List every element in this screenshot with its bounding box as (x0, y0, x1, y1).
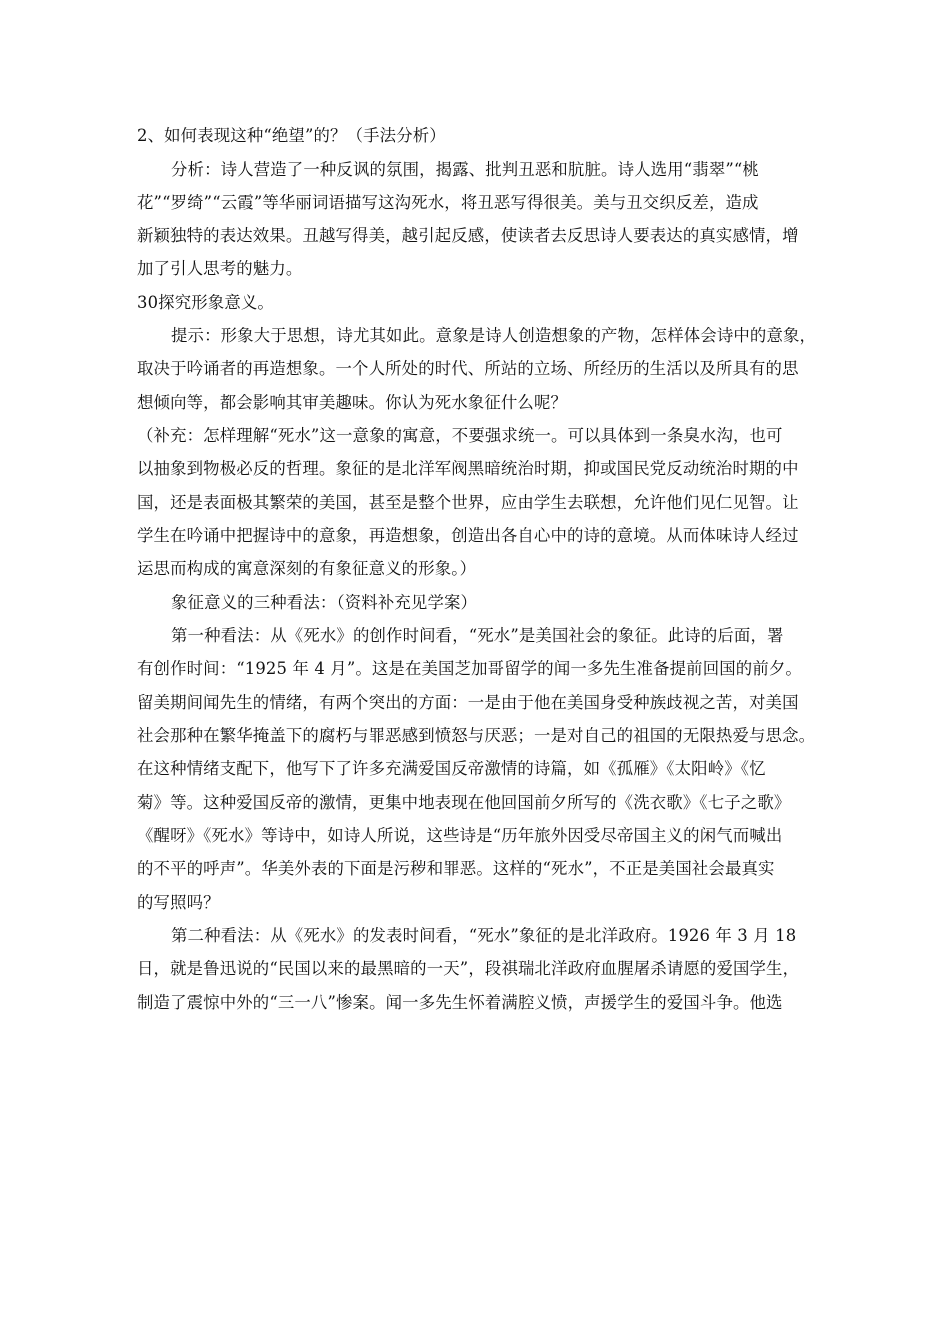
paragraph-line: 第二种看法：从《死水》的发表时间看，“死水”象征的是北洋政府。1926 年 3 月 18 (171, 926, 797, 945)
paragraph-line: 取决于吟诵者的再造想象。一个人所处的时代、所站的立场、所经历的生活以及所具有的思 (137, 359, 799, 378)
paragraph-line: 有创作时间：“1925 年 4 月”。这是在美国芝加哥留学的闻一多先生准备提前回国的前夕。 (137, 659, 802, 678)
paragraph-line: 花”“罗绮”“云霞”等华丽词语描写这沟死水，将丑恶写得很美。美与丑交织反差，造成 (137, 193, 759, 212)
paragraph-line: 想倾向等，都会影响其审美趣味。你认为死水象征什么呢？ (137, 393, 568, 412)
paragraph-line: （补充：怎样理解“死水”这一意象的寓意，不要强求统一。可以具体到一条臭水沟，也可 (137, 426, 783, 445)
paragraph-line: 《醒呀》《死水》等诗中，如诗人所说，这些诗是“历年旅外因受尽帝国主义的闲气而喊出 (137, 826, 783, 845)
paragraph-line: 新颖独特的表达效果。丑越写得美，越引起反感，使读者去反思诗人要表达的真实感情，增 (137, 226, 799, 245)
paragraph-line: 制造了震惊中外的“三一八”惨案。闻一多先生怀着满腔义愤，声援学生的爱国斗争。他选 (137, 993, 783, 1012)
heading-item-3: 30探究形象意义。 (137, 293, 274, 312)
paragraph-line: 在这种情绪支配下，他写下了许多充满爱国反帝激情的诗篇，如《孤雁》《太阳岭》《忆 (137, 759, 766, 778)
paragraph-line: 留美期间闻先生的情绪，有两个突出的方面：一是由于他在美国身受种族歧视之苦，对美国 (137, 693, 799, 712)
paragraph-line: 加了引人思考的魅力。 (137, 259, 303, 278)
paragraph-line: 国，还是表面极其繁荣的美国，甚至是整个世界，应由学生去联想，允许他们见仁见智。让 (137, 493, 799, 512)
paragraph-line: 运思而构成的寓意深刻的有象征意义的形象。） (137, 559, 477, 578)
paragraph-line: 提示：形象大于思想，诗尤其如此。意象是诗人创造想象的产物，怎样体会诗中的意象， (171, 326, 817, 345)
paragraph-line: 社会那种在繁华掩盖下的腐朽与罪恶感到愤怒与厌恶；一是对自己的祖国的无限热爱与思念。 (137, 726, 816, 745)
paragraph-line: 象征意义的三种看法：（资料补充见学案） (171, 593, 478, 612)
paragraph-line: 菊》等。这种爱国反帝的激情，更集中地表现在他回国前夕所写的《洗衣歌》《七子之歌》 (137, 793, 791, 812)
paragraph-line: 的不平的呼声”。华美外表的下面是污秽和罪恶。这样的“死水”，不正是美国社会最真实 (137, 859, 775, 878)
heading-question-2: 2、如何表现这种“绝望”的？（手法分析） (137, 126, 446, 145)
paragraph-line: 日，就是鲁迅说的“民国以来的最黑暗的一天”，段祺瑞北洋政府血腥屠杀请愿的爱国学生， (137, 959, 800, 978)
paragraph-line: 分析：诗人营造了一种反讽的氛围，揭露、批判丑恶和肮脏。诗人选用“翡翠”“桃 (171, 160, 759, 179)
paragraph-line: 学生在吟诵中把握诗中的意象，再造想象，创造出各自心中的诗的意境。从而体味诗人经过 (137, 526, 799, 545)
paragraph-line: 以抽象到物极必反的哲理。象征的是北洋军阀黑暗统治时期，抑或国民党反动统治时期的中 (137, 459, 799, 478)
paragraph-line: 第一种看法：从《死水》的创作时间看，“死水”是美国社会的象征。此诗的后面，署 (171, 626, 784, 645)
paragraph-line: 的写照吗？ (137, 893, 220, 912)
